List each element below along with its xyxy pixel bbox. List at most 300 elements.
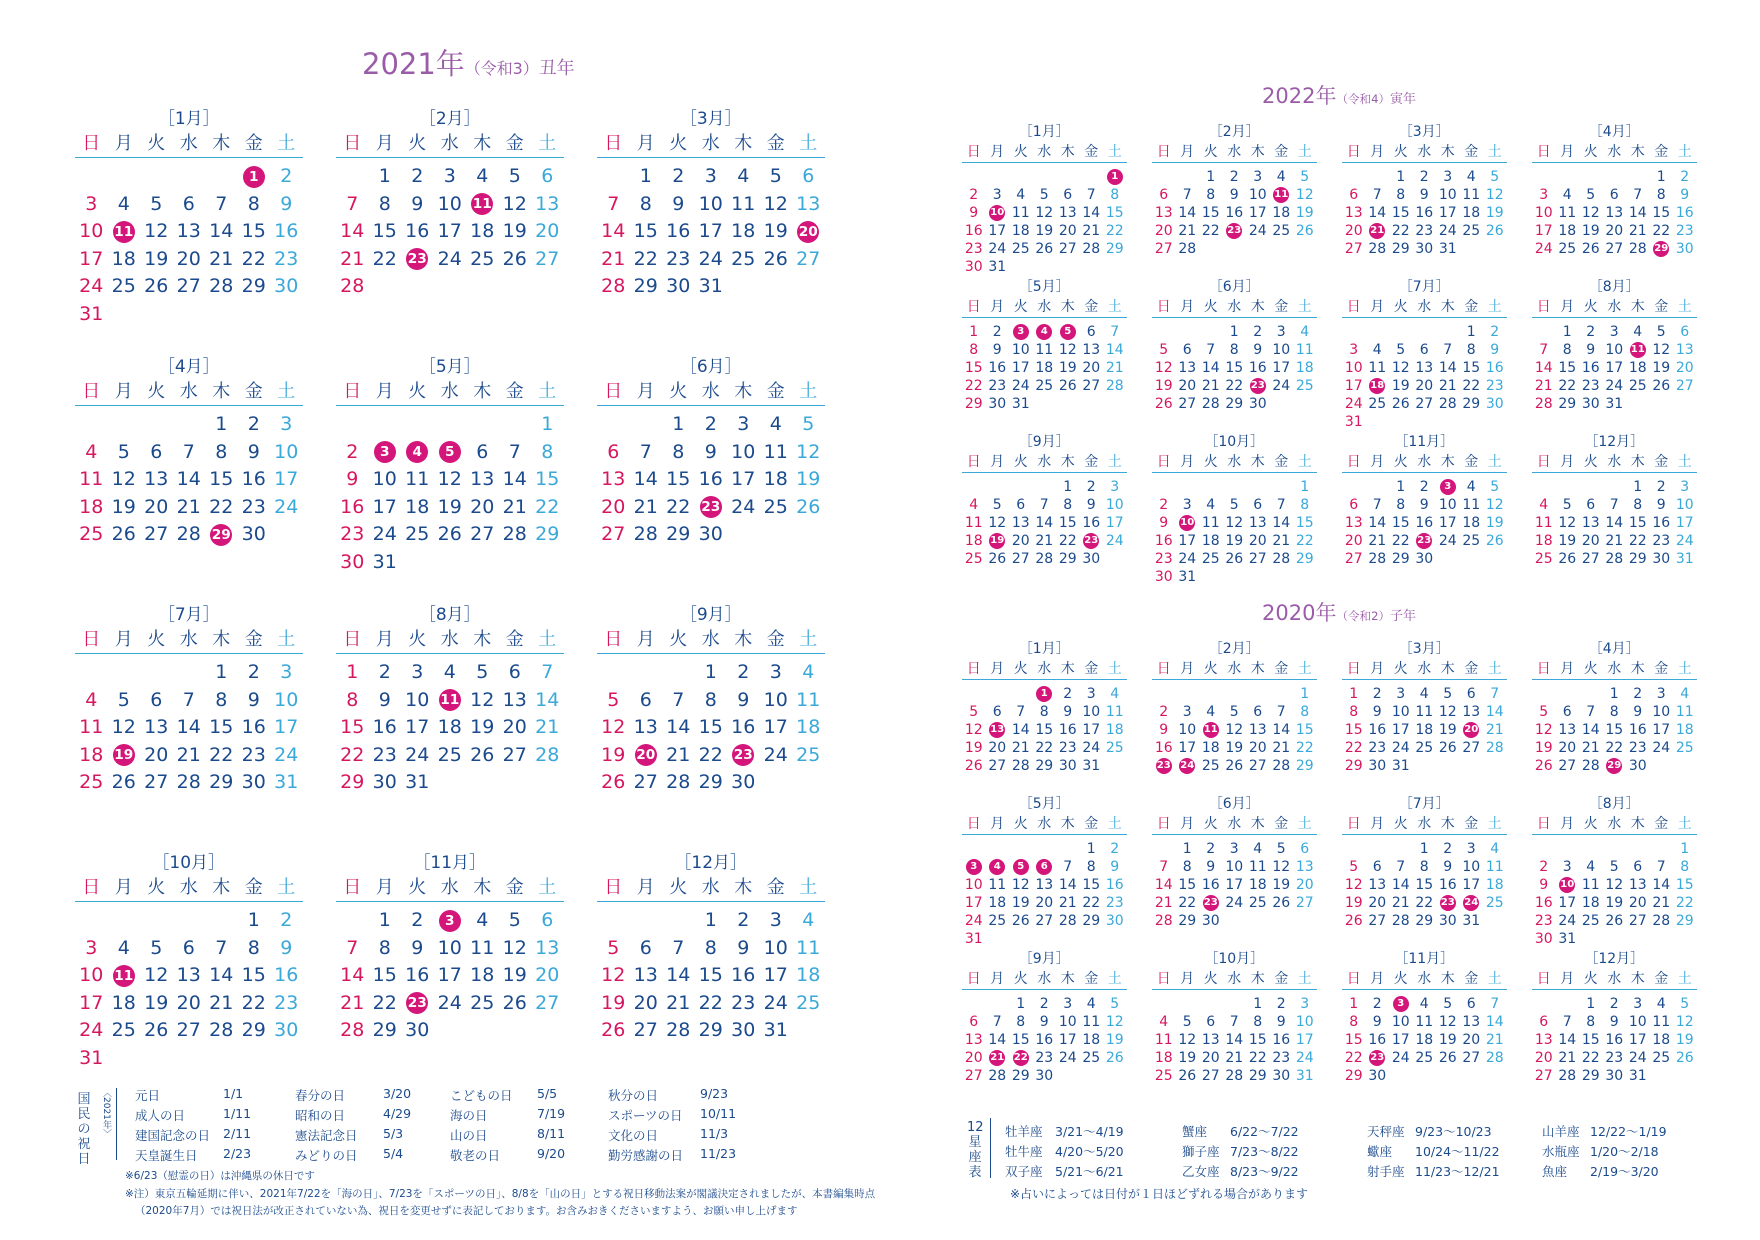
day-cell: 20	[988, 740, 1007, 756]
weekday-label: 水	[1417, 661, 1432, 677]
weekday-label: 土	[1297, 454, 1312, 470]
day-cell: 1	[1016, 996, 1026, 1012]
day-cell: 12	[1272, 859, 1291, 875]
weekday-label: 金	[1654, 454, 1669, 470]
weekday-label: 火	[408, 133, 427, 154]
day-cell: 27	[1605, 241, 1624, 257]
day-cell: 30	[1415, 551, 1434, 567]
day-cell: 29	[1105, 241, 1124, 257]
day-cell: 29	[1391, 241, 1410, 257]
day-cell: 10	[274, 688, 299, 711]
day-cell: 11	[1462, 187, 1481, 203]
day-cell: 9	[1443, 859, 1453, 875]
weekday-label: 金	[1274, 299, 1289, 315]
weekday-label: 木	[212, 381, 231, 402]
day-cell: 13	[1462, 1014, 1481, 1030]
weekday-label: 金	[505, 381, 524, 402]
day-cell: 9	[1372, 1014, 1382, 1030]
weekday-label: 水	[1417, 454, 1432, 470]
day-cell: 13	[1415, 360, 1434, 376]
day-cell: 14	[1154, 877, 1173, 893]
day-cell: 19	[111, 495, 136, 518]
day-cell: 28	[1485, 1050, 1504, 1066]
day-cell: 20	[797, 221, 819, 243]
day-cell: 2	[1086, 479, 1096, 495]
day-cell: 4	[117, 192, 130, 215]
day-cell: 19	[1581, 223, 1600, 239]
day-cell: 2	[1419, 169, 1429, 185]
day-cell: 23	[1369, 1050, 1385, 1066]
day-cell: 10	[437, 192, 462, 215]
zodiac-sign: 乙女座	[1182, 1164, 1220, 1179]
day-cell: 17	[1605, 360, 1624, 376]
day-cell: 30	[241, 771, 266, 793]
day-cell: 22	[1178, 895, 1197, 911]
day-cell: 26	[144, 275, 169, 297]
day-cell: 5	[439, 441, 461, 463]
weekday-label: 木	[1440, 454, 1455, 470]
day-cell: 9	[1372, 704, 1382, 720]
day-cell: 28	[1272, 551, 1291, 567]
day-cell: 8	[1016, 1014, 1026, 1030]
day-cell: 2	[378, 661, 391, 683]
day-cell: 12	[1605, 877, 1624, 893]
day-cell: 21	[1438, 378, 1457, 394]
weekday-label: 土	[1107, 816, 1122, 832]
day-cell: 28	[601, 275, 626, 297]
weekday-label: 水	[701, 381, 720, 402]
holiday-date: 8/11	[537, 1126, 566, 1141]
day-cell: 10	[1559, 877, 1575, 893]
day-cell: 24	[1272, 378, 1291, 394]
day-cell: 18	[1272, 205, 1291, 221]
weekday-label: 土	[277, 629, 296, 650]
weekday-label: 月	[990, 816, 1005, 832]
day-cell: 28	[1058, 913, 1077, 929]
day-cell: 1	[215, 661, 228, 683]
weekday-label: 月	[1180, 299, 1195, 315]
day-cell: 1	[639, 165, 652, 187]
day-cell: 5	[1110, 996, 1120, 1012]
day-cell: 11	[1203, 722, 1219, 738]
day-cell: 15	[1391, 205, 1410, 221]
day-cell: 19	[1558, 533, 1577, 549]
day-cell: 2	[280, 909, 293, 931]
weekday-label: 土	[1107, 454, 1122, 470]
day-cell: 22	[1013, 1050, 1029, 1066]
weekday-label: 金	[1084, 454, 1099, 470]
day-cell: 12	[1534, 722, 1553, 738]
day-cell: 1	[1300, 479, 1310, 495]
day-cell: 2	[1206, 841, 1216, 857]
day-cell: 6	[182, 192, 195, 215]
weekday-row	[962, 814, 1127, 835]
weekday-label: 水	[1417, 144, 1432, 160]
day-cell: 4	[1539, 497, 1549, 513]
weekday-label: 日	[604, 133, 623, 154]
day-cell: 7	[1159, 859, 1169, 875]
day-cell: 15	[964, 360, 983, 376]
day-cell: 11	[79, 716, 104, 738]
day-cell: 3	[1443, 169, 1453, 185]
day-cell: 9	[672, 192, 685, 215]
holiday-name: 天皇誕生日	[135, 1148, 198, 1163]
holiday-date: 11/23	[700, 1146, 737, 1161]
day-cell: 1	[378, 165, 391, 187]
day-cell: 7	[541, 661, 554, 683]
day-cell: 19	[113, 744, 135, 766]
weekday-label: 水	[1417, 971, 1432, 987]
day-cell: 7	[672, 688, 685, 711]
day-cell: 30	[1438, 913, 1457, 929]
weekday-label: 金	[1084, 661, 1099, 677]
day-cell: 7	[346, 936, 359, 959]
weekday-label: 木	[473, 381, 492, 402]
day-cell: 16	[1154, 740, 1173, 756]
day-cell: 5	[1586, 187, 1596, 203]
day-cell: 2	[346, 440, 359, 463]
day-cell: 18	[470, 220, 495, 242]
day-cell: 11	[1675, 704, 1694, 720]
day-cell: 9	[1539, 877, 1549, 893]
weekday-label: 日	[343, 629, 362, 650]
day-cell: 28	[1368, 241, 1387, 257]
day-cell: 9	[704, 440, 717, 463]
day-cell: 9	[1276, 1014, 1286, 1030]
day-cell: 18	[731, 220, 756, 242]
day-cell: 16	[1485, 360, 1504, 376]
day-cell: 9	[280, 192, 293, 215]
day-cell: 13	[1082, 342, 1101, 358]
weekday-label: 金	[244, 381, 263, 402]
day-cell: 3	[769, 661, 782, 683]
day-cell: 26	[111, 771, 136, 793]
weekday-label: 木	[1060, 661, 1075, 677]
day-cell: 14	[633, 468, 658, 490]
day-cell: 13	[144, 468, 169, 490]
day-cell: 7	[1586, 704, 1596, 720]
day-cell: 9	[1586, 342, 1596, 358]
day-cell: 27	[633, 1019, 658, 1041]
day-cell: 22	[1628, 533, 1647, 549]
day-cell: 24	[763, 743, 788, 766]
day-cell: 5	[1013, 859, 1029, 875]
day-cell: 17	[1391, 722, 1410, 738]
weekday-label: 土	[1487, 144, 1502, 160]
day-cell: 1	[969, 324, 979, 340]
weekday-row	[1152, 297, 1317, 318]
day-cell: 15	[1675, 877, 1694, 893]
weekday-label: 日	[1346, 454, 1361, 470]
weekday-label: 日	[1536, 454, 1551, 470]
day-cell: 8	[378, 936, 391, 959]
holiday-row	[135, 1106, 755, 1126]
day-cell: 28	[1581, 758, 1600, 774]
day-cell: 27	[964, 1068, 983, 1084]
day-cell: 15	[1082, 877, 1101, 893]
month-label: ［2月］	[418, 109, 481, 129]
day-cell: 17	[437, 964, 462, 986]
weekday-label: 日	[966, 299, 981, 315]
day-cell: 29	[1391, 551, 1410, 567]
day-cell: 5	[802, 413, 815, 435]
month-label: ［5月］	[1018, 796, 1070, 812]
weekday-label: 木	[1060, 454, 1075, 470]
day-cell: 21	[502, 495, 527, 518]
zodiac-year-label: 丑年	[538, 58, 575, 79]
day-cell: 13	[535, 936, 560, 959]
month-label: ［7月］	[1398, 279, 1450, 295]
day-cell: 25	[1558, 241, 1577, 257]
weekday-label: 水	[1607, 816, 1622, 832]
day-cell: 19	[437, 495, 462, 518]
day-cell: 24	[1178, 551, 1197, 567]
weekday-row	[1532, 297, 1697, 318]
day-cell: 10	[731, 440, 756, 463]
day-cell: 23	[406, 248, 428, 270]
day-cell: 13	[1344, 515, 1363, 531]
weekday-label: 月	[1180, 144, 1195, 160]
day-cell: 10	[1391, 1014, 1410, 1030]
day-cell: 15	[1295, 515, 1314, 531]
day-cell: 4	[1086, 996, 1096, 1012]
weekday-label: 木	[734, 877, 753, 898]
day-cell: 26	[1178, 1068, 1197, 1084]
day-cell: 2	[1372, 686, 1382, 702]
weekday-label: 木	[473, 877, 492, 898]
holiday-date: 9/20	[537, 1146, 566, 1161]
weekday-label: 月	[375, 877, 394, 898]
weekday-label: 火	[1583, 971, 1598, 987]
day-cell: 12	[1295, 187, 1314, 203]
month-label: ［9月］	[1018, 434, 1070, 450]
day-cell: 27	[535, 991, 560, 1014]
weekday-label: 木	[212, 877, 231, 898]
zodiac-row	[1005, 1162, 1725, 1182]
day-cell: 27	[1248, 551, 1267, 567]
day-cell: 24	[437, 991, 462, 1014]
day-cell: 22	[1058, 533, 1077, 549]
day-cell: 23	[1156, 758, 1172, 774]
day-cell: 6	[1372, 859, 1382, 875]
day-cell: 28	[633, 523, 658, 545]
day-cell: 11	[1201, 515, 1220, 531]
day-cell: 7	[607, 192, 620, 215]
weekday-row	[1152, 814, 1317, 835]
weekday-label: 日	[82, 629, 101, 650]
weekday-label: 日	[1346, 661, 1361, 677]
day-cell: 17	[1558, 895, 1577, 911]
day-cell: 21	[1035, 533, 1054, 549]
day-cell: 10	[1462, 859, 1481, 875]
day-cell: 14	[1652, 877, 1671, 893]
day-cell: 24	[372, 523, 397, 545]
weekday-label: 土	[538, 133, 557, 154]
weekday-label: 土	[1487, 661, 1502, 677]
weekday-label: 火	[1203, 299, 1218, 315]
day-cell: 9	[1229, 187, 1239, 203]
day-cell: 12	[502, 192, 527, 215]
day-cell: 28	[1652, 913, 1671, 929]
day-cell: 25	[1462, 223, 1481, 239]
weekday-label: 日	[1536, 299, 1551, 315]
day-cell: 22	[1415, 895, 1434, 911]
weekday-label: 火	[1013, 661, 1028, 677]
day-cell: 31	[1082, 758, 1101, 774]
day-cell: 25	[470, 991, 495, 1014]
day-cell: 28	[988, 1068, 1007, 1084]
day-cell: 4	[802, 661, 815, 683]
day-cell: 30	[964, 259, 983, 275]
weekday-label: 火	[1583, 299, 1598, 315]
day-cell: 18	[1581, 895, 1600, 911]
weekday-label: 木	[1440, 661, 1455, 677]
day-cell: 26	[1225, 551, 1244, 567]
day-cell: 11	[796, 688, 821, 711]
day-cell: 15	[209, 716, 234, 738]
day-cell: 22	[1462, 378, 1481, 394]
weekday-label: 金	[1654, 144, 1669, 160]
holidays-note-3: （2020年7月）では祝日法が改正されていない為、祝日を変更せずに表記しております。お含みおきくださいますよう、お願い申し上げます	[135, 1205, 798, 1217]
day-cell: 9	[247, 440, 260, 463]
day-cell: 1	[247, 909, 260, 931]
day-cell: 10	[1534, 205, 1553, 221]
day-cell: 15	[535, 468, 560, 490]
day-cell: 16	[731, 716, 756, 738]
weekday-label: 火	[1393, 299, 1408, 315]
day-cell: 5	[969, 704, 979, 720]
weekday-row	[962, 969, 1127, 990]
day-cell: 6	[1562, 704, 1572, 720]
day-cell: 6	[150, 440, 163, 463]
day-cell: 24	[1652, 740, 1671, 756]
holiday-date: 2/23	[223, 1146, 252, 1161]
weekday-row	[1532, 452, 1697, 473]
day-cell: 17	[79, 247, 104, 270]
day-cell: 30	[1581, 396, 1600, 412]
day-cell: 30	[1415, 241, 1434, 257]
day-cell: 27	[502, 743, 527, 766]
day-cell: 29	[1035, 758, 1054, 774]
weekday-label: 水	[1037, 454, 1052, 470]
day-cell: 26	[1344, 913, 1363, 929]
day-cell: 26	[1485, 533, 1504, 549]
zodiac-divider	[990, 1118, 991, 1178]
day-cell: 31	[79, 1046, 104, 1069]
weekday-label: 金	[1084, 144, 1099, 160]
day-cell: 13	[989, 722, 1005, 738]
day-cell: 31	[1011, 396, 1030, 412]
day-cell: 27	[1058, 241, 1077, 257]
weekday-label: 火	[408, 381, 427, 402]
day-cell: 28	[340, 275, 365, 297]
day-cell: 13	[1248, 515, 1267, 531]
day-cell: 9	[378, 688, 391, 711]
day-cell: 6	[1466, 686, 1476, 702]
day-cell: 25	[731, 247, 756, 270]
day-cell: 14	[1178, 205, 1197, 221]
day-cell: 11	[405, 468, 430, 490]
day-cell: 6	[1539, 1014, 1549, 1030]
day-cell: 17	[763, 716, 788, 738]
weekday-label: 土	[1107, 144, 1122, 160]
day-cell: 23	[1605, 1050, 1624, 1066]
day-cell: 28	[1178, 241, 1197, 257]
weekday-label: 金	[505, 629, 524, 650]
weekday-label: 月	[990, 661, 1005, 677]
day-cell: 27	[1082, 378, 1101, 394]
day-cell: 6	[182, 936, 195, 959]
day-cell: 11	[1558, 205, 1577, 221]
month-label: ［2月］	[1208, 124, 1260, 140]
weekday-label: 水	[1417, 299, 1432, 315]
weekday-label: 土	[799, 877, 818, 898]
day-cell: 5	[1349, 859, 1359, 875]
day-cell: 28	[340, 1019, 365, 1041]
day-cell: 14	[1605, 515, 1624, 531]
day-cell: 21	[601, 247, 626, 270]
day-cell: 1	[1086, 841, 1096, 857]
day-cell: 11	[471, 193, 493, 215]
day-cell: 13	[796, 192, 821, 215]
day-cell: 12	[1154, 360, 1173, 376]
day-cell: 26	[1154, 396, 1173, 412]
day-cell: 1	[1562, 324, 1572, 340]
day-cell: 20	[633, 991, 658, 1014]
weekday-label: 火	[669, 381, 688, 402]
day-cell: 2	[1159, 497, 1169, 513]
day-cell: 23	[700, 496, 722, 518]
day-cell: 26	[1105, 1050, 1124, 1066]
day-cell: 11	[731, 192, 756, 215]
day-cell: 27	[144, 523, 169, 545]
day-cell: 1	[1349, 686, 1359, 702]
day-cell: 13	[1295, 859, 1314, 875]
weekday-label: 水	[440, 133, 459, 154]
day-cell: 16	[1605, 1032, 1624, 1048]
day-cell: 21	[633, 495, 658, 518]
day-cell: 12	[1581, 205, 1600, 221]
day-cell: 15	[241, 964, 266, 986]
day-cell: 23	[406, 992, 428, 1014]
day-cell: 14	[1105, 342, 1124, 358]
weekday-label: 日	[1346, 144, 1361, 160]
day-cell: 6	[1466, 996, 1476, 1012]
day-cell: 8	[247, 192, 260, 215]
weekday-label: 月	[1370, 454, 1385, 470]
day-cell: 28	[666, 771, 691, 793]
day-cell: 6	[508, 661, 521, 683]
day-cell: 14	[1272, 515, 1291, 531]
month-label: ［2月］	[1208, 641, 1260, 657]
day-cell: 1	[704, 909, 717, 931]
day-cell: 13	[1462, 704, 1481, 720]
day-cell: 25	[1011, 241, 1030, 257]
day-cell: 10	[79, 964, 104, 986]
day-cell: 10	[1011, 342, 1030, 358]
day-cell: 2	[992, 324, 1002, 340]
day-cell: 3	[1633, 996, 1643, 1012]
weekday-label: 火	[1583, 454, 1598, 470]
day-cell: 24	[763, 991, 788, 1014]
day-cell: 14	[1082, 205, 1101, 221]
day-cell: 29	[698, 1019, 723, 1041]
day-cell: 19	[1675, 1032, 1694, 1048]
day-cell: 11	[1035, 342, 1054, 358]
day-cell: 17	[1178, 740, 1197, 756]
weekday-label: 木	[1250, 971, 1265, 987]
day-cell: 15	[1035, 722, 1054, 738]
